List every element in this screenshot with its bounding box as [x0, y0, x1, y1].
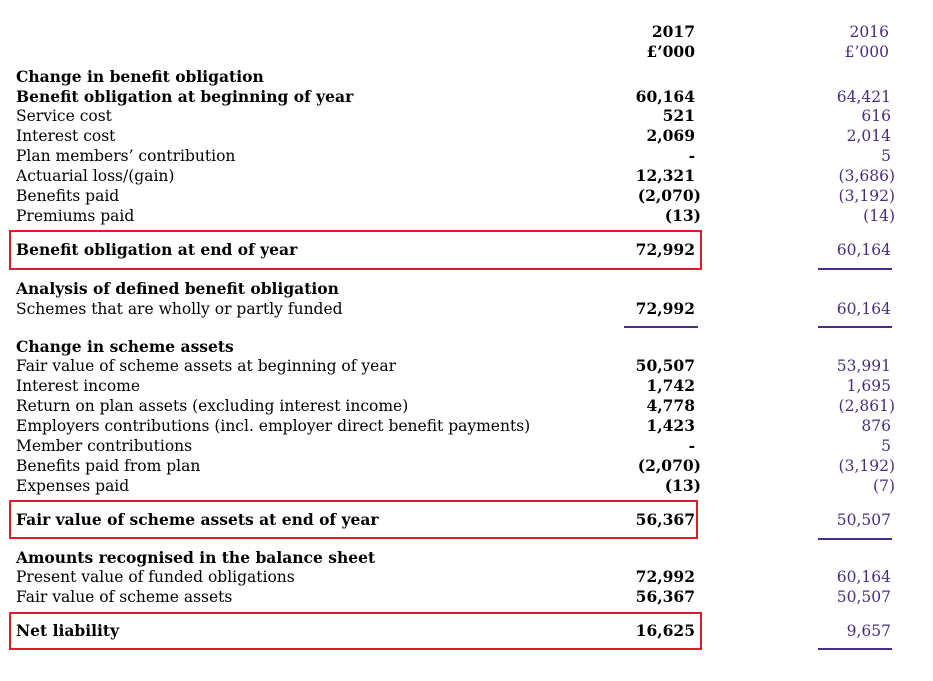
table-row: Plan members’ contribution - 5 [16, 146, 891, 165]
year-2016: 2016 [849, 23, 889, 41]
column-header-2016 [845, 22, 889, 62]
total-row-net-liability: Net liability 16,625 9,657 [16, 621, 891, 640]
table-row: Benefit obligation at beginning of year 60,164 64,421 [16, 87, 891, 106]
table-row: Member contributions - 5 [16, 436, 891, 455]
table-row: Schemes that are wholly or partly funded 72,992 60,164 [16, 299, 891, 318]
table-row: Service cost 521 616 [16, 106, 891, 125]
section-heading-analysis: Analysis of defined benefit obligation [16, 279, 339, 298]
year-2017: 2017 [651, 22, 695, 41]
table-row: Return on plan assets (excluding interest income) 4,778 (2,861) [16, 396, 895, 415]
section-heading-balance-sheet: Amounts recognised in the balance sheet [16, 548, 376, 567]
unit-2017: £’000 [646, 42, 695, 61]
table-row: Expenses paid (13) (7) [16, 476, 895, 495]
total-rule-2016 [818, 538, 892, 540]
section-heading-change-in-scheme-assets: Change in scheme assets [16, 337, 234, 356]
total-rule-2016 [818, 268, 892, 270]
table-row: Premiums paid (13) (14) [16, 206, 895, 225]
table-row: Fair value of scheme assets 56,367 50,507 [16, 587, 891, 606]
table-row: Benefits paid (2,070) (3,192) [16, 186, 895, 205]
table-row: Actuarial loss/(gain) 12,321 (3,686) [16, 166, 895, 185]
table-row: Benefits paid from plan (2,070) (3,192) [16, 456, 895, 475]
table-row: Interest income 1,742 1,695 [16, 376, 891, 395]
table-row: Present value of funded obligations 72,992 60,164 [16, 567, 891, 586]
table-row: Fair value of scheme assets at beginning of year 50,507 53,991 [16, 356, 891, 375]
total-row-benefit-obligation-end: Benefit obligation at end of year 72,992 60,164 [16, 240, 891, 259]
total-rule-2016 [818, 326, 892, 328]
total-rule-2016 [818, 648, 892, 650]
table-row: Employers contributions (incl. employer direct benefit payments) 1,423 876 [16, 416, 891, 435]
column-header-2017 [646, 22, 695, 62]
section-heading-change-in-benefit-obligation: Change in benefit obligation [16, 67, 264, 86]
total-row-scheme-assets-end: Fair value of scheme assets at end of year 56,367 50,507 [16, 510, 891, 529]
total-rule-2017 [624, 326, 698, 328]
table-row: Interest cost 2,069 2,014 [16, 126, 891, 145]
unit-2016: £’000 [844, 43, 889, 61]
